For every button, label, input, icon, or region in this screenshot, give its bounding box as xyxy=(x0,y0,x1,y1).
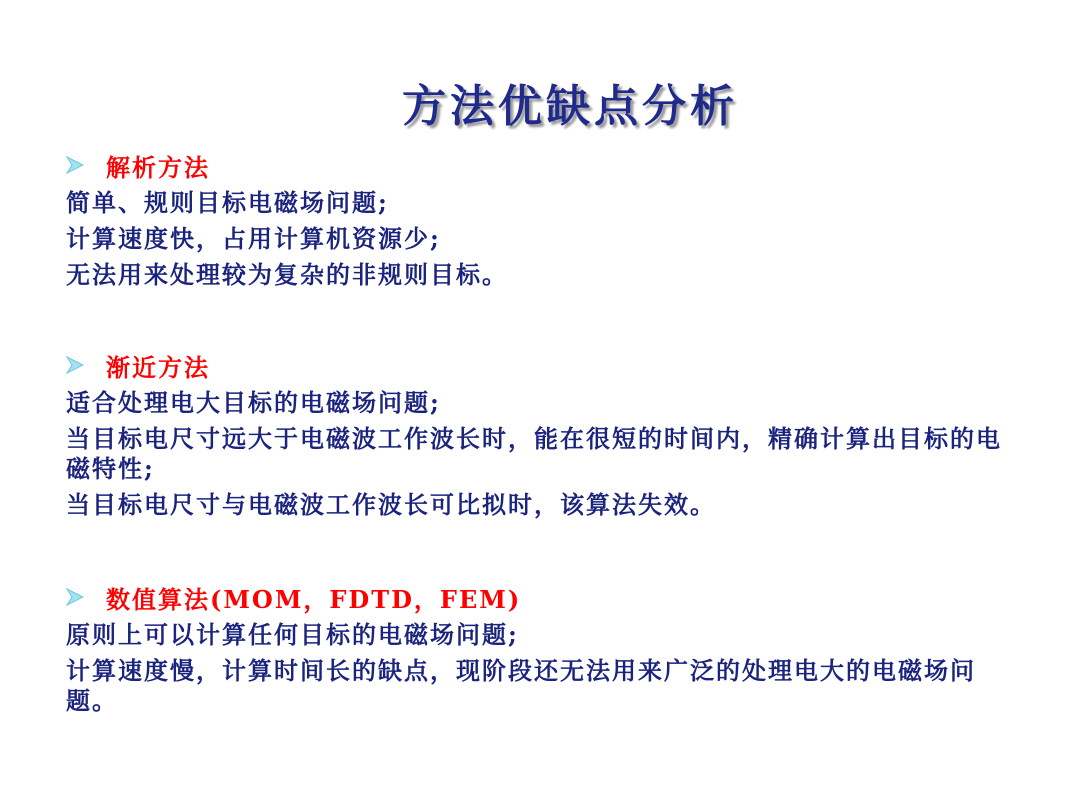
list-item: 简单、规则目标电磁场问题; xyxy=(66,188,389,217)
list-item: 当目标电尺寸与电磁波工作波长可比拟时，该算法失效。 xyxy=(66,490,716,519)
section-heading-text: 解析方法 xyxy=(106,152,210,182)
arrow-bullet-icon xyxy=(66,356,84,374)
slide-title: 方法优缺点分析 xyxy=(402,81,738,132)
list-item: 原则上可以计算任何目标的电磁场问题; xyxy=(66,620,519,649)
section-heading xyxy=(66,348,1026,382)
section-heading xyxy=(66,148,1026,182)
arrow-bullet-icon xyxy=(66,588,84,606)
list-item: 计算速度慢，计算时间长的缺点，现阶段还无法用来广泛的处理电大的电磁场问题。 xyxy=(66,656,976,715)
section-asymptotic xyxy=(66,348,1026,520)
arrow-bullet-icon xyxy=(66,156,84,174)
list-item: 适合处理电大目标的电磁场问题; xyxy=(66,388,441,417)
section-numerical xyxy=(66,580,1026,716)
list-item: 计算速度快，占用计算机资源少; xyxy=(66,224,441,253)
section-heading xyxy=(66,580,1026,614)
section-heading-text: 数值算法(MOM，FDTD，FEM) xyxy=(106,584,522,614)
list-item: 当目标电尺寸远大于电磁波工作波长时，能在很短的时间内，精确计算出目标的电磁特性; xyxy=(66,424,1002,483)
list-item: 无法用来处理较为复杂的非规则目标。 xyxy=(66,260,508,289)
section-heading-text: 渐近方法 xyxy=(106,352,210,382)
section-analytic xyxy=(66,148,1026,290)
